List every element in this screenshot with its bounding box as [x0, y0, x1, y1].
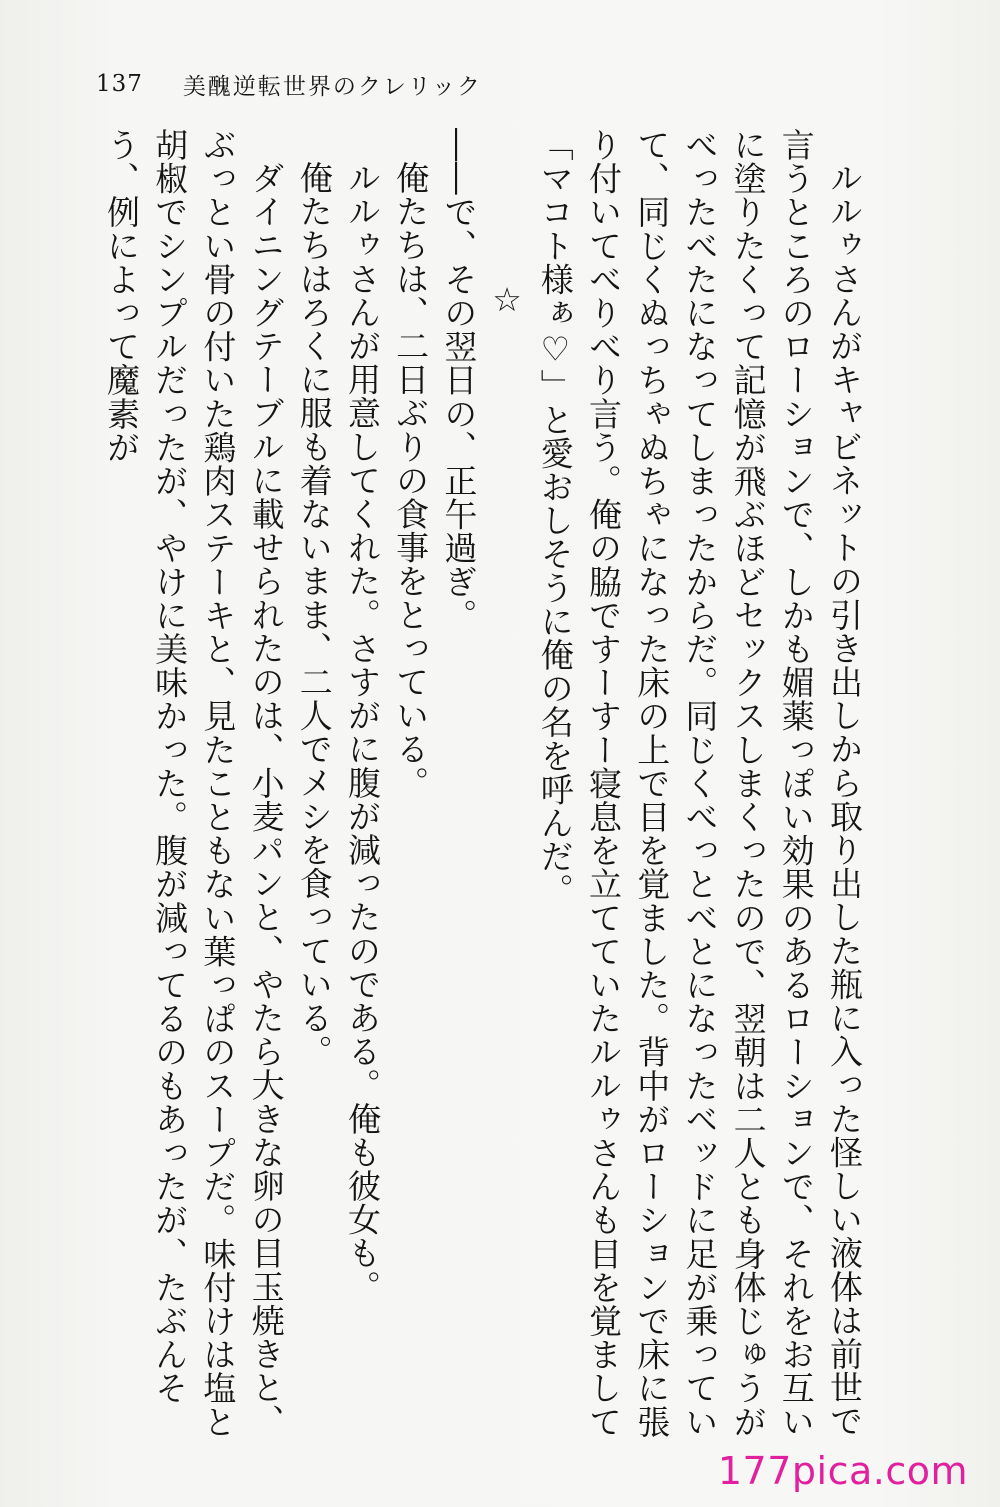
paragraph-4: ルルゥさんが用意してくれた。さすがに腹が減ったのである。俺も彼女も。 [342, 161, 382, 1304]
paragraph-6: ダイニングテーブルに載せられたのは、小麦パンと、やたら大きな卵の目玉焼きと、ぶっとい骨の付いた鶏肉ステーキと、見たこともない葉っぱのスープだ。味付けは塩と胡椒でシンプルだったが、やけに美味かった。腹が減ってるのもあったが、たぶんそう、例によって魔素が [101, 128, 286, 1439]
vertical-text-block [78, 128, 868, 1468]
paragraph-5: 俺たちはろくに服も着ないまま、二人でメシを食っている。 [294, 161, 334, 1069]
watermark-link[interactable]: 177pica.com [717, 1449, 968, 1493]
paragraph-3: 俺たちは、二日ぶりの食事をとっている。 [391, 161, 431, 800]
scene-separator-star: ☆ [487, 279, 527, 320]
paragraph-1: ルルゥさんがキャビネットの引き出しから取り出した瓶に入った怪しい液体は前世で言うところのローションで、しかも媚薬っぽい効果のあるローションで、それをお互いに塗りたくって記憶が飛ぶほどセックスしまくったので、翌朝は二人とも身体じゅうがべったべたになってしまったからだ。同じくべっとべとになったベッドに足が乗っていて、同じくぬっちゃぬちゃになった床の上で目を覚ました。背中がローションで床に張り付いてべりべり言う。俺の脇ですーすー寝息を立てていたルルゥさんも目を覚まして「マコト様ぁ♡」と愛おしそうに俺の名を呼んだ。 [535, 128, 864, 1439]
book-title: 美醜逆転世界のクレリック [182, 73, 482, 100]
running-head [96, 64, 482, 104]
page-number: 137 [96, 71, 143, 97]
paragraph-2: ――で、その翌日の、正午過ぎ。 [439, 128, 479, 632]
